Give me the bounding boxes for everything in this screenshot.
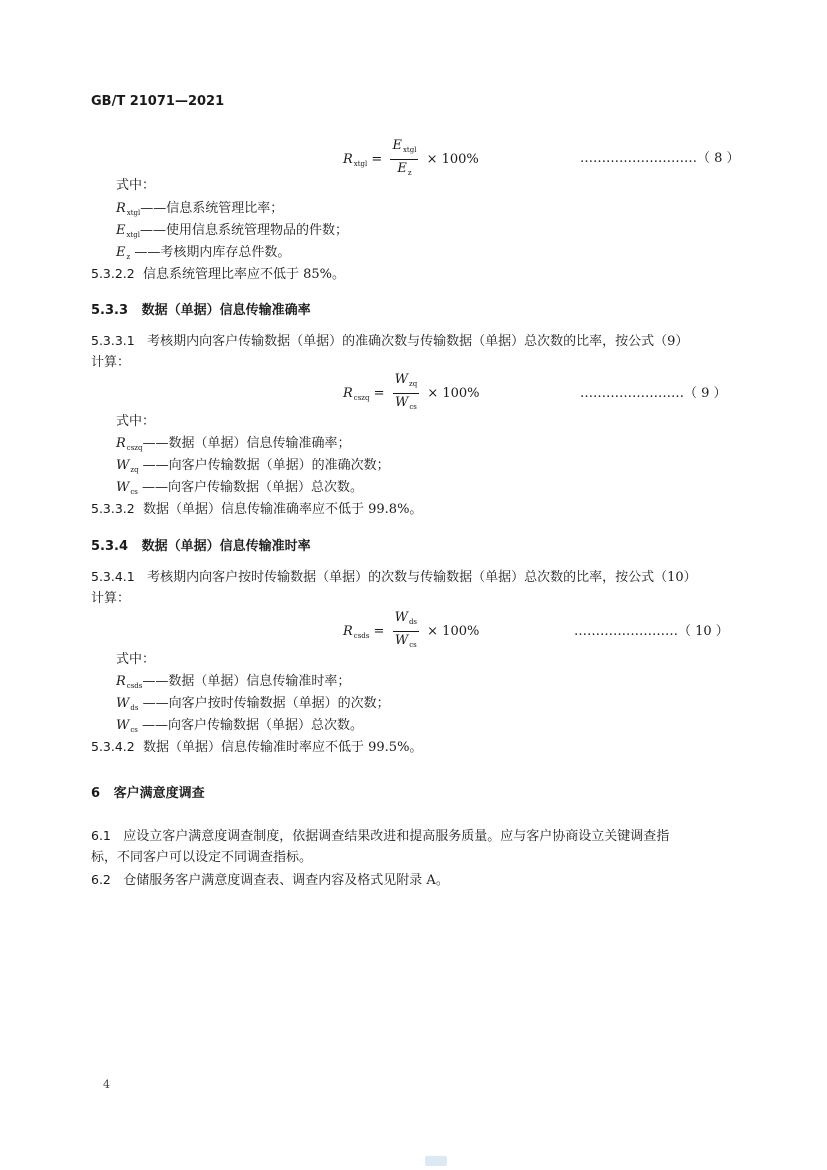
watermark-stamp-icon: [425, 1156, 447, 1166]
equation-number-8: ………………………（ 8 ）: [580, 151, 740, 166]
section-heading-5-3-3: 5.3.3 数据（单据）信息传输准确率: [91, 303, 311, 318]
section-heading-5-3-4: 5.3.4 数据（单据）信息传输准时率: [91, 539, 311, 554]
equation-number-10: ……………………（ 10 ）: [574, 624, 729, 639]
where-item: $E_z$ ——考核期内库存总件数。: [116, 245, 291, 261]
clause-5-3-4-1-cont: 计算：: [91, 591, 131, 606]
where-item: $E_{xtgl}——$使用信息系统管理物品的件数；: [116, 223, 348, 239]
where-item: $W_{zq}$ ——向客户传输数据（单据）的准确次数；: [116, 458, 390, 474]
where-label: 式中：: [116, 652, 156, 667]
clause-5-3-3-1-cont: 计算：: [91, 355, 131, 370]
clause-5-3-2-2: 5.3.2.2 信息系统管理比率应不低于 85%。: [91, 266, 346, 282]
equation-number-9: ……………………（ 9 ）: [580, 386, 727, 401]
where-item: $R_{csds}——$数据（单据）信息传输准时率；: [116, 674, 351, 690]
where-label: 式中：: [116, 178, 156, 193]
clause-5-3-3-1: 5.3.3.1 考核期内向客户传输数据（单据）的准确次数与传输数据（单据）总次数的比率，按公式（9）: [91, 333, 689, 349]
where-item: $W_{cs}$ ——向客户传输数据（单据）总次数。: [116, 718, 364, 734]
where-item: $W_{cs}$ ——向客户传输数据（单据）总次数。: [116, 480, 364, 496]
clause-5-3-4-1: 5.3.4.1 考核期内向客户按时传输数据（单据）的次数与传输数据（单据）总次数的比率，按公式（10）: [91, 569, 697, 585]
clause-6-2: 6.2 仓储服务客户满意度调查表、调查内容及格式见附录 A。: [91, 872, 449, 888]
page-number: 4: [103, 1078, 110, 1091]
where-item: $W_{ds}$ ——向客户按时传输数据（单据）的次数；: [116, 696, 390, 712]
clause-5-3-4-2: 5.3.4.2 数据（单据）信息传输准时率应不低于 99.5%。: [91, 739, 423, 755]
where-label: 式中：: [116, 414, 156, 429]
where-item: $R_{xtgl}——$信息系统管理比率；: [116, 201, 284, 217]
where-item: $R_{cszq}——$数据（单据）信息传输准确率；: [116, 436, 351, 452]
clause-6-1: 6.1 应设立客户满意度调查制度，依据调查结果改进和提高服务质量。应与客户协商设立关键调查指: [91, 828, 670, 844]
section-heading-6: 6 客户满意度调查: [91, 786, 205, 801]
formula-8: $R_{xtgl}$ = $\frac{E_{xtgl}}{E_z}$ × 100%: [343, 138, 479, 177]
formula-10: $R_{csds}$ = $\frac{W_{ds}}{W_{cs}}$ × 100%: [343, 610, 480, 649]
formula-9: $R_{cszq}$ = $\frac{W_{zq}}{W_{cs}}$ × 100%: [343, 372, 480, 411]
document-code: GB/T 21071—2021: [91, 94, 225, 109]
clause-5-3-3-2: 5.3.3.2 数据（单据）信息传输准确率应不低于 99.8%。: [91, 501, 423, 517]
clause-6-1-cont: 标，不同客户可以设定不同调查指标。: [91, 850, 313, 865]
